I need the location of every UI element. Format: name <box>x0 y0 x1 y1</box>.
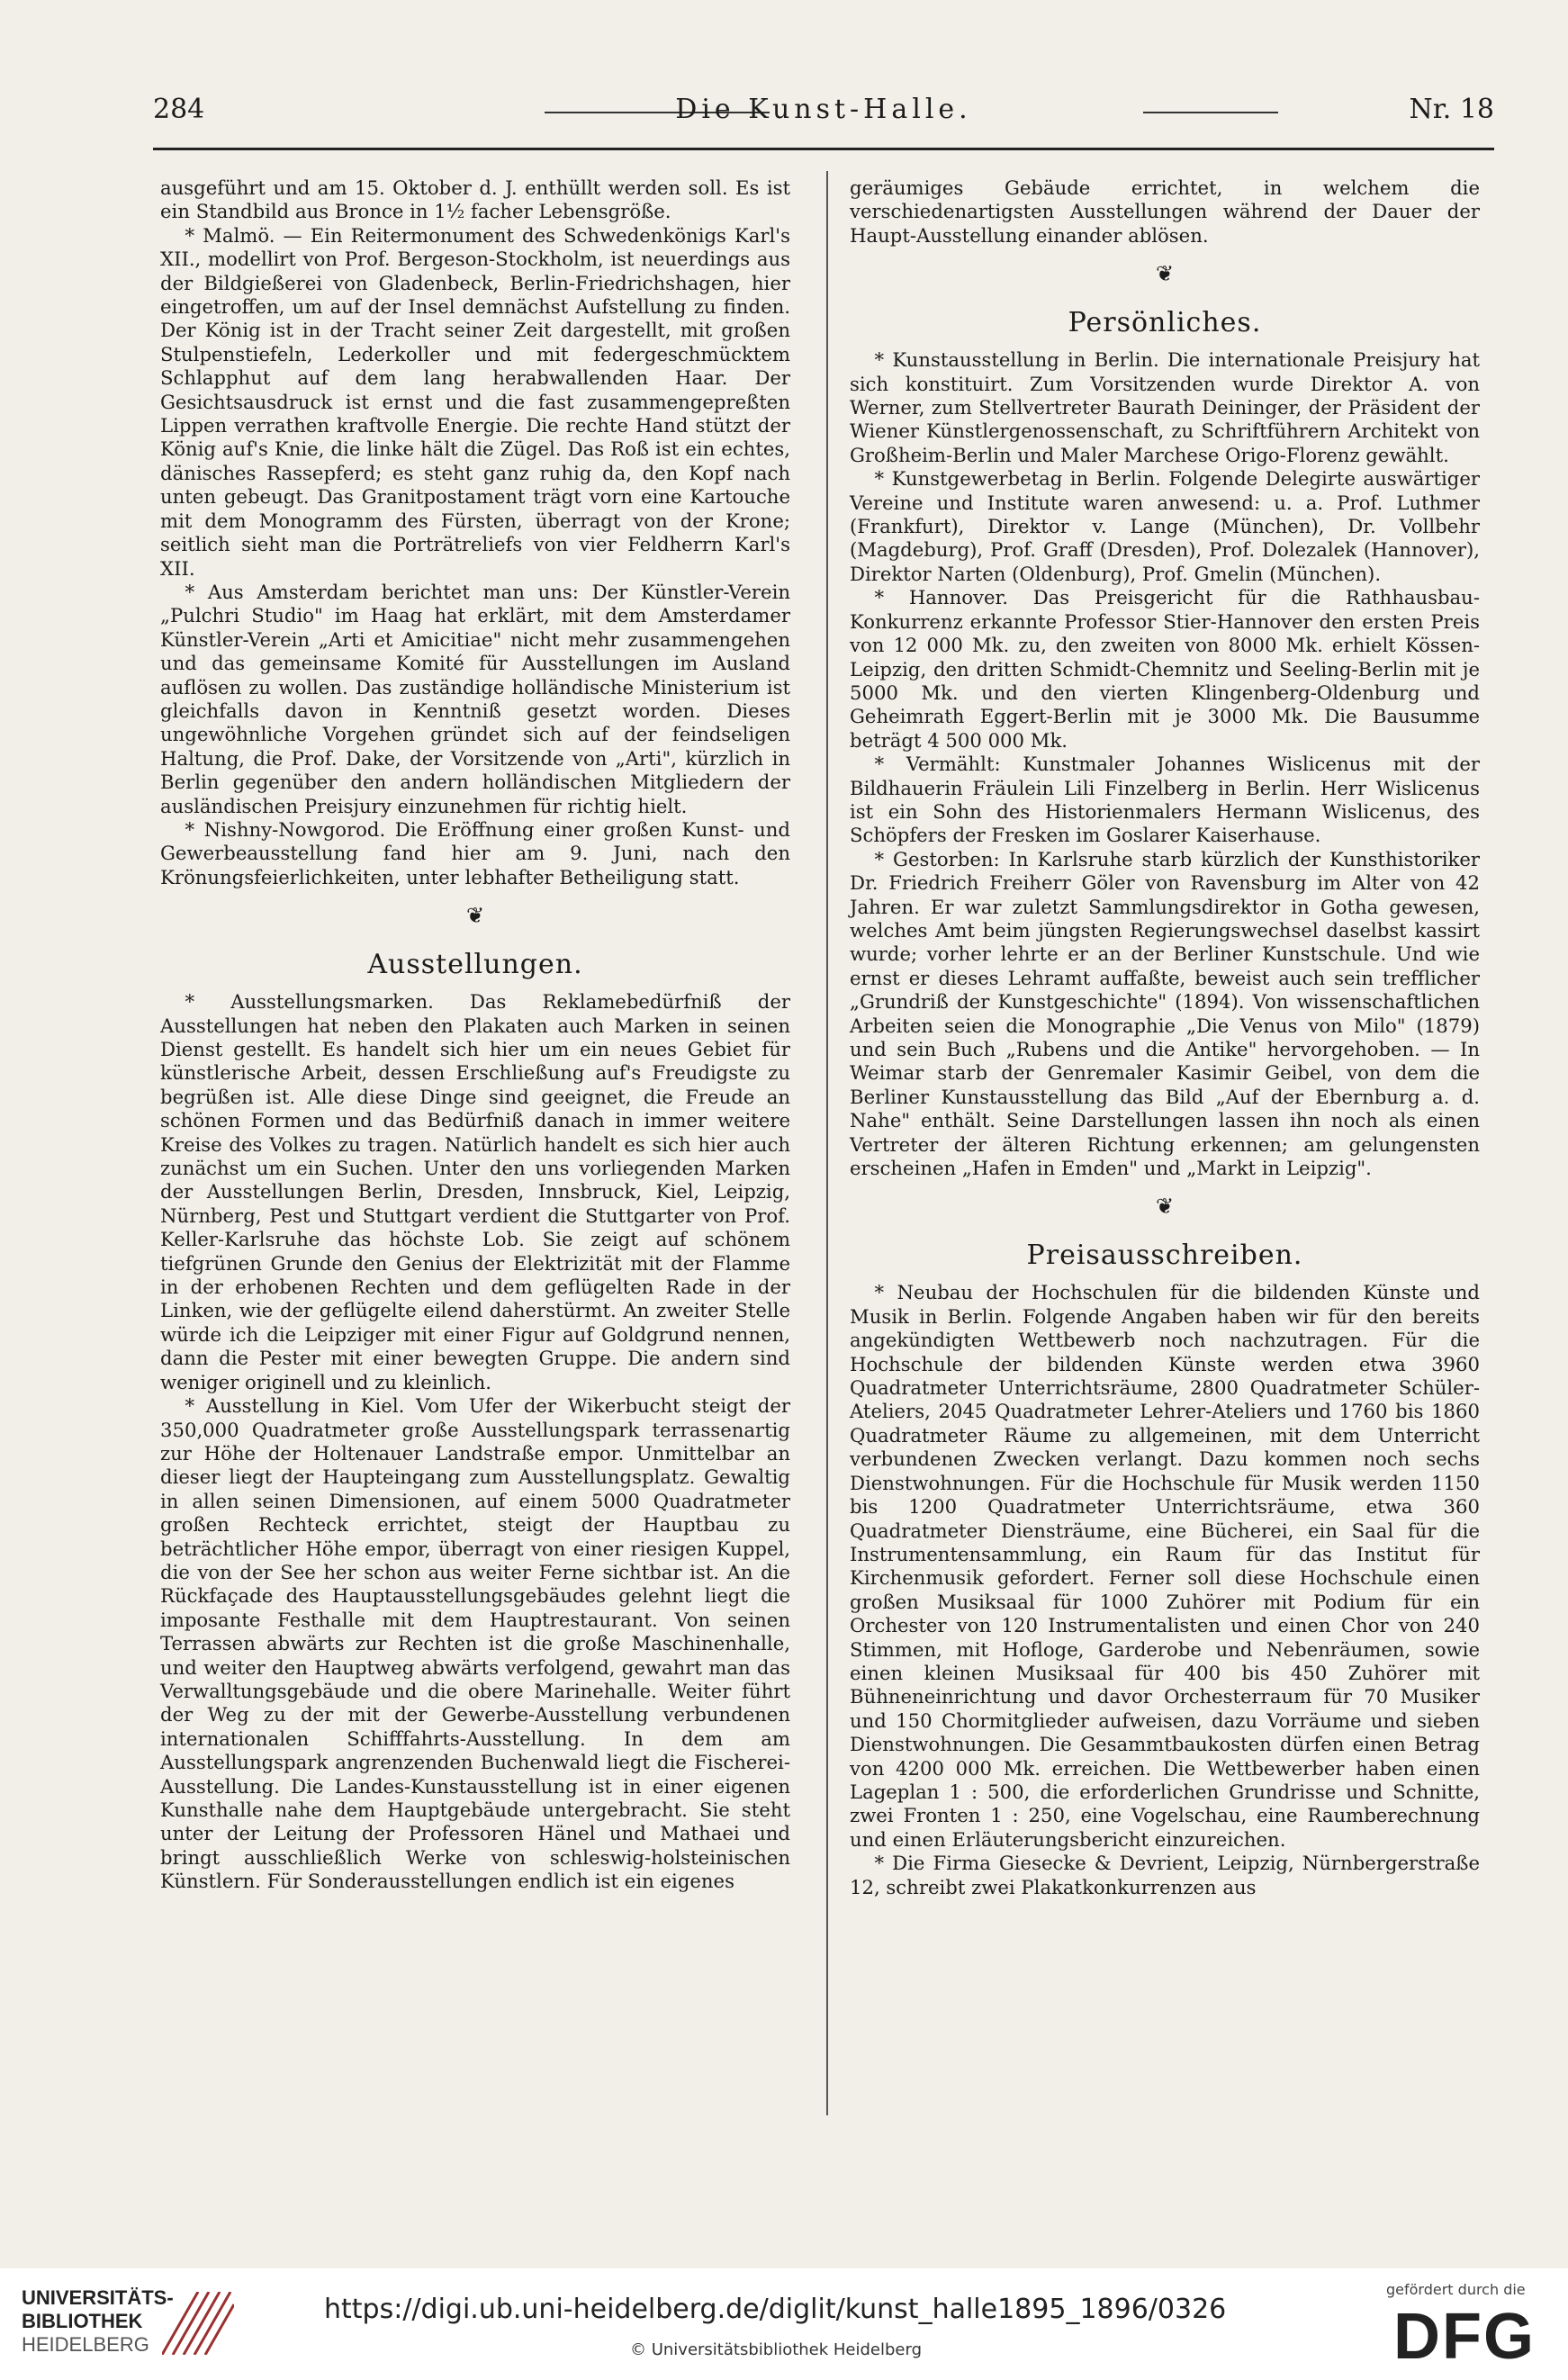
page-number: 284 <box>153 94 205 125</box>
paragraph: * Nishny-Nowgorod. Die Eröffnung einer großen Kunst- und Gewerbeausstellung fand hier am 9. Juni, nach den Krönungsfeierlichkeiten, unter lebhafter Betheiligung statt. <box>160 817 790 888</box>
library-name-line: HEIDELBERG <box>22 2333 149 2356</box>
journal-title: Die Kunst-Halle. <box>675 94 972 125</box>
section-heading: Preisausschreiben. <box>1026 1240 1303 1272</box>
header-rule <box>153 148 1494 150</box>
paragraph: geräumiges Gebäude errichtet, in welchem die verschiedenartigsten Ausstellungen während der Dauer der Haupt-Ausstellung einander ablösen. <box>850 176 1480 247</box>
copyright-notice: © Universitätsbibliothek Heidelberg <box>630 2340 923 2359</box>
paragraph: * Kunstausstellung in Berlin. Die internationale Preisjury hat sich konstituirt. Zum Vorsitzenden wurde Direktor A. von Werner, zum Stellvertreter Baurath Deininger, der Präsident der Wiener Künstlergenossenschaft, zu Schriftführern Architekt von Großheim-Berlin und Maler Marchese Origo-Florenz gewählt. <box>850 348 1480 466</box>
column-divider <box>826 171 828 2115</box>
paragraph: * Kunstgewerbetag in Berlin. Folgende Delegirte auswärtiger Vereine und Institute waren anwesend: u. a. Prof. Luthmer (Frankfurt), Direktor v. Lange (München), Dr. Vollbehr (Magdeburg), Prof. Graff (Dresden), Prof. Dolezalek (Hannover), Direktor Narten (Oldenburg), Prof. Gmelin (München). <box>850 467 1480 585</box>
library-emblem-icon <box>162 2292 234 2355</box>
library-name-line: BIBLIOTHEK <box>22 2310 143 2332</box>
paragraph: * Ausstellung in Kiel. Vom Ufer der Wikerbucht steigt der 350,000 Quadratmeter große Ausstellungspark terrassenartig zur Höhe der Holtenauer Landstraße empor. Unmittelbar an dieser liegt der Haupteingang zum Ausstellungsplatz. Gewaltig in allen seinen Dimensionen, auf einem 5000 Quadratmeter großen Rechteck errichtet, steigt der Hauptbau zu beträchtlicher Höhe empor, überragt von einer riesigen Kuppel, die von der See her schon aus weiter Ferne sichtbar ist. An die Rückfaçade des Hauptausstellungsgebäudes gelehnt liegt die imposante Festhalle mit dem Hauptrestaurant. Von seinen Terrassen abwärts zur Rechten ist die große Maschinenhalle, und weiter den Hauptweg abwärts verfolgend, gewahrt man das Verwalltungsgebäude und die obere Marinehalle. Weiter führt der Weg zu der mit der Gewerbe-Ausstellung verbundenen internationalen Schifffahrts-Ausstellung. In dem am Ausstellungspark angrenzenden Buchenwald liegt die Fischerei-Ausstellung. Die Landes-Kunstausstellung ist in einer eigenen Kunsthalle nahe dem Hauptgebäude untergebracht. Sie steht unter der Leitung der Professoren Hänel und Mathaei und bringt ausschließlich Werke von schleswig-holsteinischen Künstlern. Für Sonderausstellungen endlich ist ein eigenes <box>160 1394 790 1893</box>
paragraph: * Gestorben: In Karlsruhe starb kürzlich der Kunsthistoriker Dr. Friedrich Freiherr Göler von Ravensburg im Alter von 42 Jahren. Er war zuletzt Sammlungsdirektor in Gotha gewesen, welches Amt beim jüngsten Regierungswechsel daselbst kassirt wurde; vorher lehrte er an der Berliner Kunstschule. Und wie ernst er dieses Lehramt auffaßte, beweist auch sein trefflicher „Grundriß der Kunstgeschichte" (1894). Von wissenschaftlichen Arbeiten seien die Monographie „Die Venus von Milo" (1879) und sein Buch „Rubens und die Antike" hervorgehoben. — In Weimar starb der Genremaler Kasimir Geibel, von dem die Berliner Kunstausstellung das Bild „Auf der Ebernburg a. d. Nahe" enthält. Seine Darstellungen lassen ihn noch als einen Vertreter der älteren Richtung erkennen; am gelungensten erscheinen „Hafen in Emden" und „Markt in Leipzig". <box>850 847 1480 1180</box>
paragraph: * Vermählt: Kunstmaler Johannes Wislicenus mit der Bildhauerin Fräulein Lili Finzelberg in Berlin. Herr Wislicenus ist ein Sohn des Historienmalers Hermann Wislicenus, des Schöpfers der Fresken im Goslarer Kaiserhause. <box>850 753 1480 847</box>
right-column <box>850 176 1480 1899</box>
fleuron-ornament: ❦ <box>1155 261 1175 287</box>
fleuron-ornament: ❦ <box>1155 1194 1175 1220</box>
paragraph: * Die Firma Giesecke & Devrient, Leipzig, Nürnbergerstraße 12, schreibt zwei Plakatkonkurrenzen aus <box>850 1852 1480 1898</box>
fleuron-ornament: ❦ <box>465 903 485 929</box>
paragraph: ausgeführt und am 15. Oktober d. J. enthüllt werden soll. Es ist ein Standbild aus Bronce in 1½ facher Lebensgröße. <box>160 176 790 223</box>
left-column <box>160 176 790 1894</box>
library-name-line: UNIVERSITÄTS- <box>22 2286 174 2309</box>
paragraph: * Neubau der Hochschulen für die bildenden Künste und Musik in Berlin. Folgende Angaben haben wir für den bereits angekündigten Wettbewerb noch nachzutragen. Für die Hochschule der bildenden Künste werden etwa 3960 Quadratmeter Unterrichtsräume, 2800 Quadratmeter Schüler-Ateliers, 2045 Quadratmeter Lehrer-Ateliers und 1760 bis 1860 Quadratmeter Räume zu allgemeinen, mit dem Unterricht verbundenen Zwecken verlangt. Dazu kommen noch sechs Dienstwohnungen. Für die Hochschule für Musik werden 1150 bis 1200 Quadratmeter Unterrichtsräume, etwa 360 Quadratmeter Diensträume, eine Bücherei, ein Saal für die Instrumentensammlung, ein Raum für das Institut für Kirchenmusik gefordert. Ferner soll diese Hochschule einen großen Musiksaal für 1000 Zuhörer mit Podium für ein Orchester von 120 Instrumentalisten und einen Chor von 240 Stimmen, mit Hofloge, Garderobe und Nebenräumen, sowie einen kleinen Musiksaal für 400 bis 450 Zuhörer mit Bühneneinrichtung und davor Orchesterraum für 70 Musiker und 150 Chormitglieder aufweisen, dazu Vorräume und sieben Dienstwohnungen. Die Gesammtbaukosten dürfen einen Betrag von 4200 000 Mk. erreichen. Die Wettbewerber haben einen Lageplan 1 : 500, die erforderlichen Grundrisse und Schnitte, zwei Fronten 1 : 250, eine Vogelschau, eine Raumberechnung und einen Erläuterungsbericht einzureichen. <box>850 1281 1480 1851</box>
permalink-url[interactable]: https://digi.ub.uni-heidelberg.de/diglit/kunst_halle1895_1896/0326 <box>324 2294 1227 2325</box>
section-heading: Persönliches. <box>1068 307 1262 339</box>
paragraph: * Malmö. — Ein Reitermonument des Schwedenkönigs Karl's XII., modellirt von Prof. Bergeson-Stockholm, ist neuerdings aus der Bildgießerei von Gladenbeck, Berlin-Friedrichshagen, hier eingetroffen, um auf der Insel demnächst Aufstellung zu finden. Der König ist in der Tracht seiner Zeit dargestellt, mit großen Stulpenstiefeln, Lederkoller und mit federgeschmücktem Schlapphut auf dem lang herabwallenden Haar. Der Gesichtsausdruck ist ernst und die fast zusammengepreßten Lippen verrathen kraftvolle Energie. Die rechte Hand stützt der König auf's Knie, die linke hält die Zügel. Das Roß ist ein echtes, dänisches Rassepferd; es steht ganz ruhig da, den Kopf nach unten gebeugt. Das Granitpostament trägt vorn eine Kartouche mit dem Monogramm des Fürsten, überragt von der Krone; seitlich sieht man die Porträtreliefs von vier Feldherrn Karl's XII. <box>160 223 790 580</box>
running-head <box>153 94 1494 130</box>
funded-by-label: gefördert durch die <box>1386 2281 1526 2298</box>
paragraph: * Ausstellungsmarken. Das Reklamebedürfniß der Ausstellungen hat neben den Plakaten auch Marken in seinen Dienst gestellt. Es handelt sich hier um ein neues Gebiet für künstlerische Arbeit, dessen Erschließung auf's Freudigste zu begrüßen ist. Alle diese Dinge sind geeignet, die Freude an schönen Formen und das Bedürfniß danach in immer weitere Kreise des Volkes zu tragen. Natürlich handelt es sich hier auch zunächst um ein Suchen. Unter den uns vorliegenden Marken der Ausstellungen Berlin, Dresden, Innsbruck, Kiel, Leipzig, Nürnberg, Pest und Stuttgart verdient die Stuttgarter von Prof. Keller-Karlsruhe das höchste Lob. Sie zeigt auf schönem tiefgrünen Grunde den Genius der Elektrizität mit der Flamme in der erhobenen Rechten und dem geflügelten Rade in der Linken, wie der geflügelte eilend daherstürmt. An zweiter Stelle würde ich die Leipziger mit einer Figur auf Goldgrund nennen, dann die Pester mit einer bewegten Gruppe. Die andern sind weniger originell und zu kleinlich. <box>160 990 790 1393</box>
paragraph: * Hannover. Das Preisgericht für die Rathhausbau-Konkurrenz erkannte Professor Stier-Hannover den ersten Preis von 12 000 Mk. zu, den zweiten von 8000 Mk. erhielt Kössen-Leipzig, den dritten Schmidt-Chemnitz und Seeling-Berlin mit je 5000 Mk. und den vierten Klingenberg-Oldenburg und Geheimrath Eggert-Berlin mit je 3000 Mk. Die Bausumme beträgt 4 500 000 Mk. <box>850 586 1480 752</box>
paragraph: * Aus Amsterdam berichtet man uns: Der Künstler-Verein „Pulchri Studio" im Haag hat erklärt, mit dem Amsterdamer Künstler-Verein „Arti et Amicitiae" nicht mehr zusammengehen und das gemeinsame Komité für Ausstellungen im Ausland auflösen zu wollen. Das zuständige holländische Ministerium ist gleichfalls davon in Kenntniß gesetzt worden. Dieses ungewöhnliche Vorgehen gründet sich auf der feindseligen Haltung, die Prof. Dake, der Vorsitzende von „Arti", kürzlich in Berlin gegenüber den andern holländischen Mitgliedern der ausländischen Preisjury einzunehmen für richtig hielt. <box>160 580 790 817</box>
issue-number: Nr. 18 <box>1409 94 1494 125</box>
library-logo[interactable] <box>22 2286 174 2357</box>
section-heading: Ausstellungen. <box>367 949 583 981</box>
dfg-logo[interactable]: DFG <box>1393 2301 1536 2373</box>
head-rule-right <box>1143 112 1278 113</box>
viewer-footer <box>0 2268 1568 2380</box>
